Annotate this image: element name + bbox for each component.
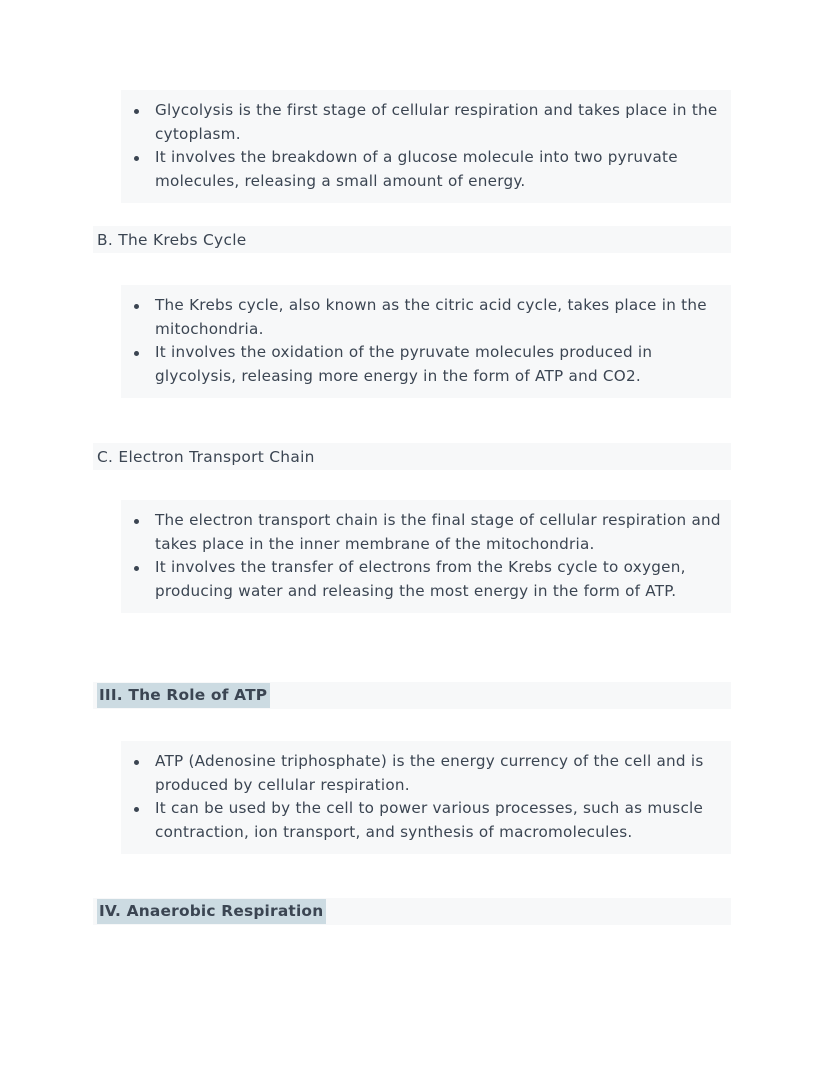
list-item-text: It can be used by the cell to power various processes, such as muscle contraction, ion transport, and synthesis of macromolecules. (155, 799, 704, 841)
list-item (129, 750, 723, 797)
list-item-text: Glycolysis is the first stage of cellular respiration and takes place in the cytoplasm. (155, 101, 718, 143)
section-heading-role-of-atp (93, 682, 731, 709)
heading-label: B. The Krebs Cycle (97, 230, 247, 249)
section-heading-krebs-cycle (93, 226, 731, 253)
bullet-block-electron-transport (121, 500, 731, 613)
list-item-text: It involves the breakdown of a glucose molecule into two pyruvate molecules, releasing a small amount of energy. (155, 148, 678, 190)
bullet-dot-icon (134, 760, 139, 765)
section-heading-electron-transport-chain (93, 443, 731, 470)
list-item (129, 99, 723, 146)
section-heading-anaerobic-respiration (93, 898, 731, 925)
bullet-dot-icon (134, 807, 139, 812)
list-item (129, 797, 723, 844)
list-item (129, 146, 723, 193)
bullet-list (129, 750, 723, 844)
list-item (129, 294, 723, 341)
list-item (129, 509, 723, 556)
list-item-text: It involves the oxidation of the pyruvate molecules produced in glycolysis, releasing more energy in the form of ATP and CO2. (155, 343, 653, 385)
bullet-dot-icon (134, 109, 139, 114)
list-item (129, 341, 723, 388)
heading-label: III. The Role of ATP (97, 683, 270, 708)
list-item-text: ATP (Adenosine triphosphate) is the energy currency of the cell and is produced by cellular respiration. (155, 752, 704, 794)
list-item (129, 556, 723, 603)
list-item-text: It involves the transfer of electrons from the Krebs cycle to oxygen, producing water and releasing the most energy in the form of ATP. (155, 558, 686, 600)
bullet-dot-icon (134, 351, 139, 356)
list-item-text: The Krebs cycle, also known as the citric acid cycle, takes place in the mitochondria. (155, 296, 707, 338)
bullet-dot-icon (134, 304, 139, 309)
bullet-dot-icon (134, 156, 139, 161)
bullet-block-atp (121, 741, 731, 854)
heading-label: C. Electron Transport Chain (97, 447, 315, 466)
bullet-list (129, 294, 723, 388)
bullet-block-krebs (121, 285, 731, 398)
bullet-dot-icon (134, 566, 139, 571)
bullet-dot-icon (134, 519, 139, 524)
bullet-list (129, 99, 723, 193)
bullet-block-glycolysis (121, 90, 731, 203)
heading-label: IV. Anaerobic Respiration (97, 899, 326, 924)
bullet-list (129, 509, 723, 603)
list-item-text: The electron transport chain is the final stage of cellular respiration and takes place in the inner membrane of the mitochondria. (155, 511, 721, 553)
